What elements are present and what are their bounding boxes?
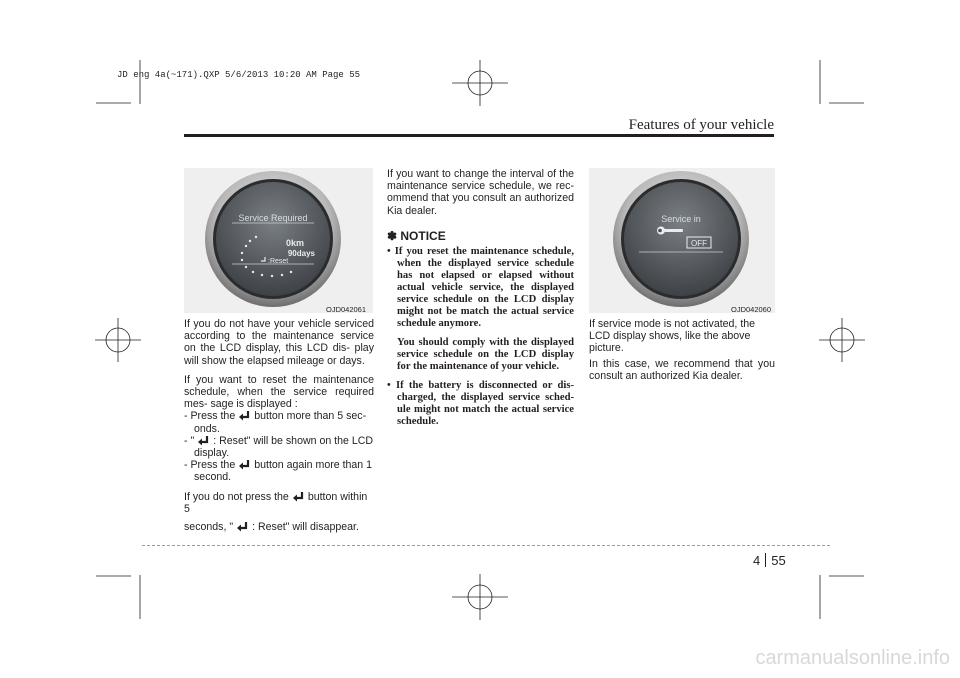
left-para-3-cont: seconds, " : Reset" will disappear. xyxy=(184,521,359,534)
left-para-3: If you do not press the button within 5 xyxy=(184,490,368,515)
notice-bullet-2: • If the battery is disconnected or dis- charged, the displayed service sched- ule might not match the actual service schedule. xyxy=(387,380,574,428)
print-slug-line: JD eng 4a(~171).QXP 5/6/2013 10:20 AM Page 55 xyxy=(117,70,361,80)
left-step-1: - Press the button more than 5 sec- onds. xyxy=(184,410,367,435)
display-days: 90days xyxy=(287,249,315,258)
figure-service-required xyxy=(184,168,373,313)
display-reset: :Reset xyxy=(268,258,289,265)
enter-key-icon xyxy=(236,521,249,533)
page-number xyxy=(753,553,786,568)
enter-key-icon xyxy=(238,459,251,471)
footer-rule xyxy=(142,545,830,546)
display-km: 0km xyxy=(285,238,304,248)
chapter-number: 4 xyxy=(753,553,761,568)
display-heading: Service in xyxy=(661,214,701,224)
header-rule xyxy=(184,134,774,137)
enter-key-icon xyxy=(292,491,305,503)
enter-key-icon xyxy=(197,435,210,447)
figure-code-right: OJD042060 xyxy=(731,305,772,314)
page-number-value: 55 xyxy=(771,553,786,568)
page-header-title: Features of your vehicle xyxy=(628,117,774,133)
display-heading: Service Required xyxy=(238,213,308,223)
notice-title: ✽ NOTICE xyxy=(387,228,446,243)
column-middle xyxy=(387,168,574,435)
notice-bullet-1-cont: You should comply with the displayed service schedule on the LCD display for the maintenance of your vehicle. xyxy=(397,337,574,373)
gauge-service-required xyxy=(184,168,373,313)
gauge-service-off xyxy=(589,168,775,313)
figure-service-off xyxy=(589,168,775,313)
column-left xyxy=(184,318,374,533)
right-para-2: In this case, we recommend that you consult an authorized Kia dealer. xyxy=(589,357,775,382)
enter-key-icon xyxy=(238,410,251,422)
right-para-1: If service mode is not activated, the LCD display shows, like the above picture. xyxy=(589,318,756,355)
middle-intro: If you want to change the interval of the maintenance service schedule, we rec- ommend that you consult an authorized Kia dealer. xyxy=(387,168,574,217)
figure-code-left: OJD042061 xyxy=(326,305,367,314)
display-off-state: OFF xyxy=(691,239,707,248)
left-step-3: - Press the button again more than 1 second. xyxy=(184,459,373,484)
left-para-1: If you do not have your vehicle serviced according to the maintenance service on the LCD display, this LCD dis- play will show the elapsed mileage or days. xyxy=(184,318,374,367)
notice-bullet-1: • If you reset the maintenance schedule, when the displayed service schedule has not elapsed or elapsed without actual vehicle service, the displayed service schedule on the LCD display might not be match the actual service schedule anymore. xyxy=(387,246,574,330)
left-para-2: If you want to reset the maintenance schedule, when the service required mes- sage is displayed : xyxy=(184,373,374,411)
left-step-2: - " : Reset" will be shown on the LCD display. xyxy=(184,434,374,460)
column-right xyxy=(589,318,775,389)
watermark: carmanualsonline.info xyxy=(755,647,950,669)
